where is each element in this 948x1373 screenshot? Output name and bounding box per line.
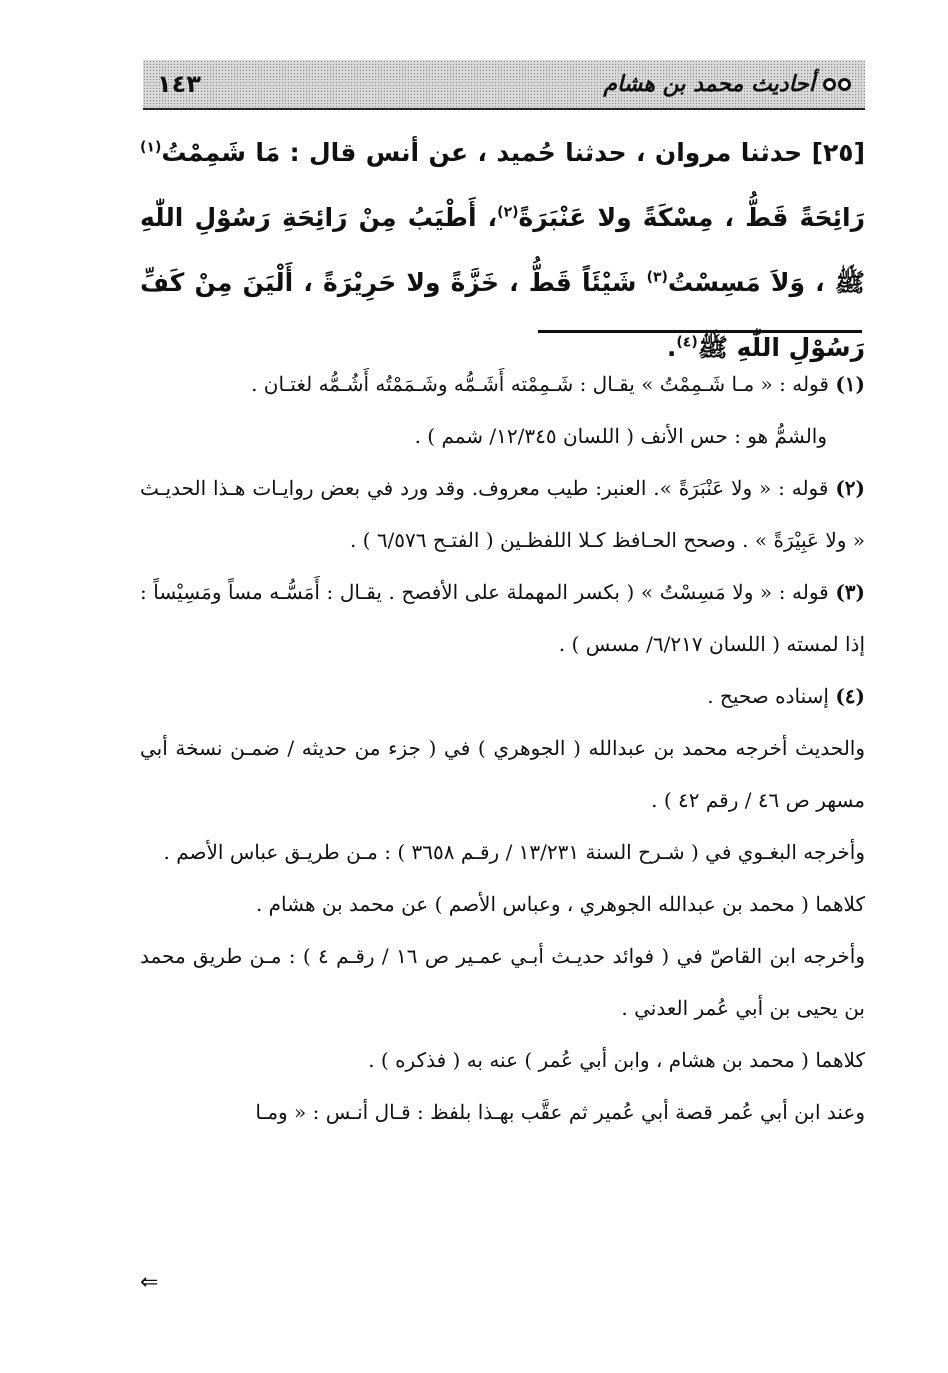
running-title: أحاديث محمد بن هشام: [603, 71, 815, 97]
footnote-ref-3[interactable]: (٣): [646, 269, 668, 286]
takhrij-paragraph-4: وأخرجه ابن القاصّ في ( فوائد حديـث أبـي عمـير ص ١٦ / رقـم ٤ ) : مـن طريق محمد بن يحيى بن أبي عُمر العدني .: [140, 944, 865, 1020]
footnote-1-number: (١): [835, 372, 865, 396]
footnote-2-text: قوله : « ولا عَنْبَرَةً ». العنبر: طيب معروف. وقد ورد في بعض روايـات هـذا الحديـث « ولا عَبِيْرَةً » . وصحح الحـافظ كـلا اللفظـين ( الفتـح ٦/٥٧٦ ) .: [140, 476, 865, 552]
header-title-group: [603, 72, 851, 97]
takhrij-paragraph-3: كلاهما ( محمد بن عبدالله الجوهري ، وعباس الأصم ) عن محمد بن هشام .: [255, 892, 865, 916]
hadith-end: .: [666, 333, 677, 362]
hadith-text-part-2: رَائِحَةً قَطُّ ، مِسْكَةً ولا عَنْبَرَةً: [518, 203, 865, 232]
takhrij-paragraph-1: والحديث أخرجه محمد بن عبدالله ( الجوهري ) في ( جزء من حديثه / ضمـن نسخة أبي مسهر ص ٤٦ / رقم ٤٢ ) .: [140, 736, 865, 812]
footnote-1: [140, 358, 865, 410]
footnote-2: [140, 462, 865, 566]
footnote-4: [140, 670, 865, 722]
footnote-ref-2[interactable]: (٢): [497, 204, 519, 221]
footnote-ref-1[interactable]: (١): [140, 139, 162, 156]
hadith-text-part-3: ، أَطْيَبُ مِنْ رَائِحَةِ رَسُوْلِ اللّٰهِ ﷺ ، وَلاَ مَسِسْتُ: [140, 203, 865, 297]
footnote-4-number: (٤): [835, 684, 865, 708]
footnote-1-continuation: [140, 410, 865, 462]
hadith-number: [٢٥]: [811, 138, 865, 167]
hadith-text: [140, 120, 865, 380]
footnote-separator: [538, 330, 862, 333]
footnote-1-continuation-text: والشمُّ هو : حس الأنف ( اللسان ١٢/٣٤٥/ شمم ) .: [414, 424, 827, 448]
hadith-text-part-1: حدثنا مروان ، حدثنا حُميد ، عن أنس قال : مَا شَمِمْتُ: [161, 138, 803, 167]
page-number: ١٤٣: [157, 70, 201, 98]
hadith-text-part-4: شَيْئَاً قَطُّ ، خَزَّةً ولا حَرِيْرَةً ، أَلْيَنَ مِنْ كَفِّ رَسُوْلِ اللّٰهِ ﷺ: [140, 268, 865, 362]
footnote-3: [140, 566, 865, 670]
takhrij-paragraph-6: وعند ابن أبي عُمر قصة أبي عُمير ثم عقَّب بهـذا بلفظ : قـال أنـس : « ومـا: [255, 1100, 865, 1124]
footnotes-section: [140, 358, 865, 1138]
footnote-3-number: (٣): [835, 580, 865, 604]
footnote-2-number: (٢): [835, 476, 865, 500]
footnote-3-text: قوله : « ولا مَسِسْتُ » ( بكسر المهملة على الأفصح . يقـال : أَمَسُّـه مساً ومَسِيْساً : إذا لمسته ( اللسان ٦/٢١٧/ مسس ) .: [140, 580, 865, 656]
continuation-arrow-icon: ⇐: [140, 1270, 159, 1295]
footnote-4-text: إسناده صحيح .: [707, 684, 829, 708]
double-circle-ornament-icon: [823, 78, 851, 91]
footnote-1-text: قوله : « مـا شَـمِمْتُ » يقـال : شَـمِمْته أَشَـمُّه وشَـمَمْتُه أَشُـمُّه لغتـان .: [251, 372, 829, 396]
takhrij-paragraph-5: كلاهما ( محمد بن هشام ، وابن أبي عُمر ) عنه به ( فذكره ) .: [368, 1048, 865, 1072]
running-header: [143, 60, 865, 110]
footnote-ref-4[interactable]: (٤): [676, 334, 698, 351]
takhrij-paragraph-2: وأخرجه البغـوي في ( شـرح السنة ١٣/٢٣١ / رقـم ٣٦٥٨ ) : مـن طريـق عباس الأصم .: [163, 840, 865, 864]
